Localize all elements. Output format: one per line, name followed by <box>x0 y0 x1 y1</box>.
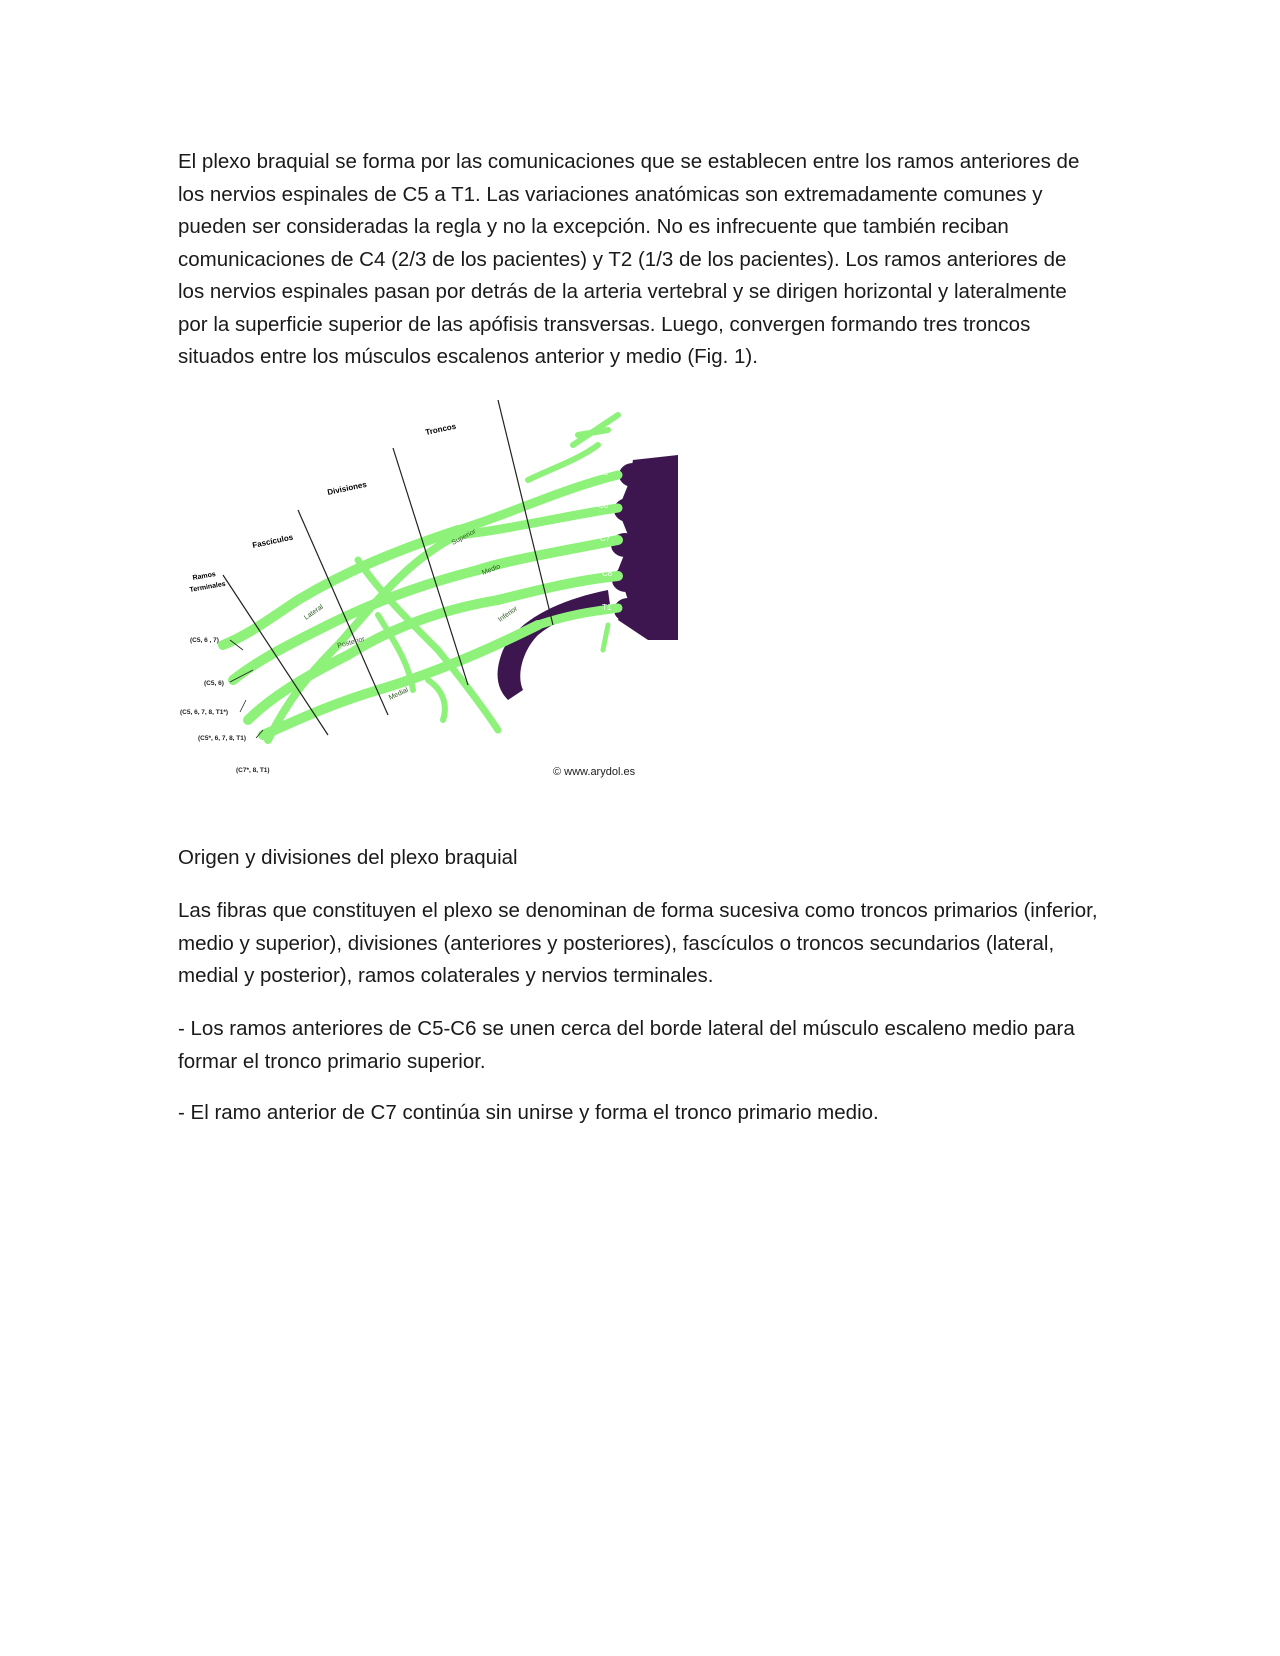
trunk-label-medio: Medio <box>481 563 502 577</box>
cord-label-lateral: Lateral <box>303 603 325 622</box>
terminal-label-4: (C5*, 6, 7, 8, T1) <box>198 735 247 742</box>
root-label-c5: C5 <box>598 468 609 477</box>
root-label-t1: T1 <box>602 603 612 612</box>
terminal-label-2: (C5, 6) <box>204 680 224 687</box>
fibras-paragraph: Las fibras que constituyen el plexo se denominan de forma sucesiva como troncos primarios (inferior, medio y superior), divisiones (anteriores y posteriores), fascículos o troncos secundarios (lateral, medial y posterior), ramos colaterales y nervios terminales. <box>178 899 1098 987</box>
root-label-c6: C6 <box>598 501 609 510</box>
label-troncos: Troncos <box>424 421 457 437</box>
trunk-label-superior: Superior <box>450 528 478 547</box>
root-label-c7: C7 <box>600 534 611 543</box>
brachial-plexus-figure <box>178 400 698 820</box>
terminal-labels <box>180 637 270 774</box>
terminal-label-5: (C7*, 8, T1) <box>236 767 270 774</box>
intro-paragraph: El plexo braquial se forma por las comunicaciones que se establecen entre los ramos anteriores de los nervios espinales de C5 a T1. Las variaciones anatómicas son extremadamente comunes y pueden ser consideradas la regla y no la excepción. No es infrecuente que también reciban comunicaciones de C4 (2/3 de los pacientes) y T2 (1/3 de los pacientes). Los ramos anteriores de los nervios espinales pasan por detrás de la arteria vertebral y se dirigen horizontal y lateralmente por la superficie superior de las apófisis transversas. Luego, convergen formando tres troncos situados entre los músculos escalenos anterior y medio (Fig. 1). <box>178 150 1080 368</box>
terminal-label-1: (C5, 6 , 7) <box>190 637 219 644</box>
trunk-label-inferior: Inferior <box>497 605 520 624</box>
terminal-label-3: (C5, 6, 7, 8, T1*) <box>180 709 229 716</box>
root-label-c8: C8 <box>602 569 613 578</box>
cord-label-medial: Medial <box>387 686 410 702</box>
c7-paragraph: - El ramo anterior de C7 continúa sin unirse y forma el tronco primario medio. <box>178 1101 879 1124</box>
nerve-network <box>223 415 618 740</box>
label-ramos: Ramos <box>192 571 217 582</box>
cord-label-posterior: Posterior <box>336 635 366 650</box>
figure-caption: Origen y divisiones del plexo braquial <box>178 846 518 869</box>
label-terminales: Terminales <box>189 580 227 594</box>
label-fasciculos: Fascículos <box>251 532 294 550</box>
figure-copyright: © www.arydol.es <box>553 766 636 778</box>
label-divisiones: Divisiones <box>326 479 368 497</box>
c5-c6-paragraph: - Los ramos anteriores de C5-C6 se unen cerca del borde lateral del músculo escaleno medio para formar el tronco primario superior. <box>178 1017 1075 1073</box>
